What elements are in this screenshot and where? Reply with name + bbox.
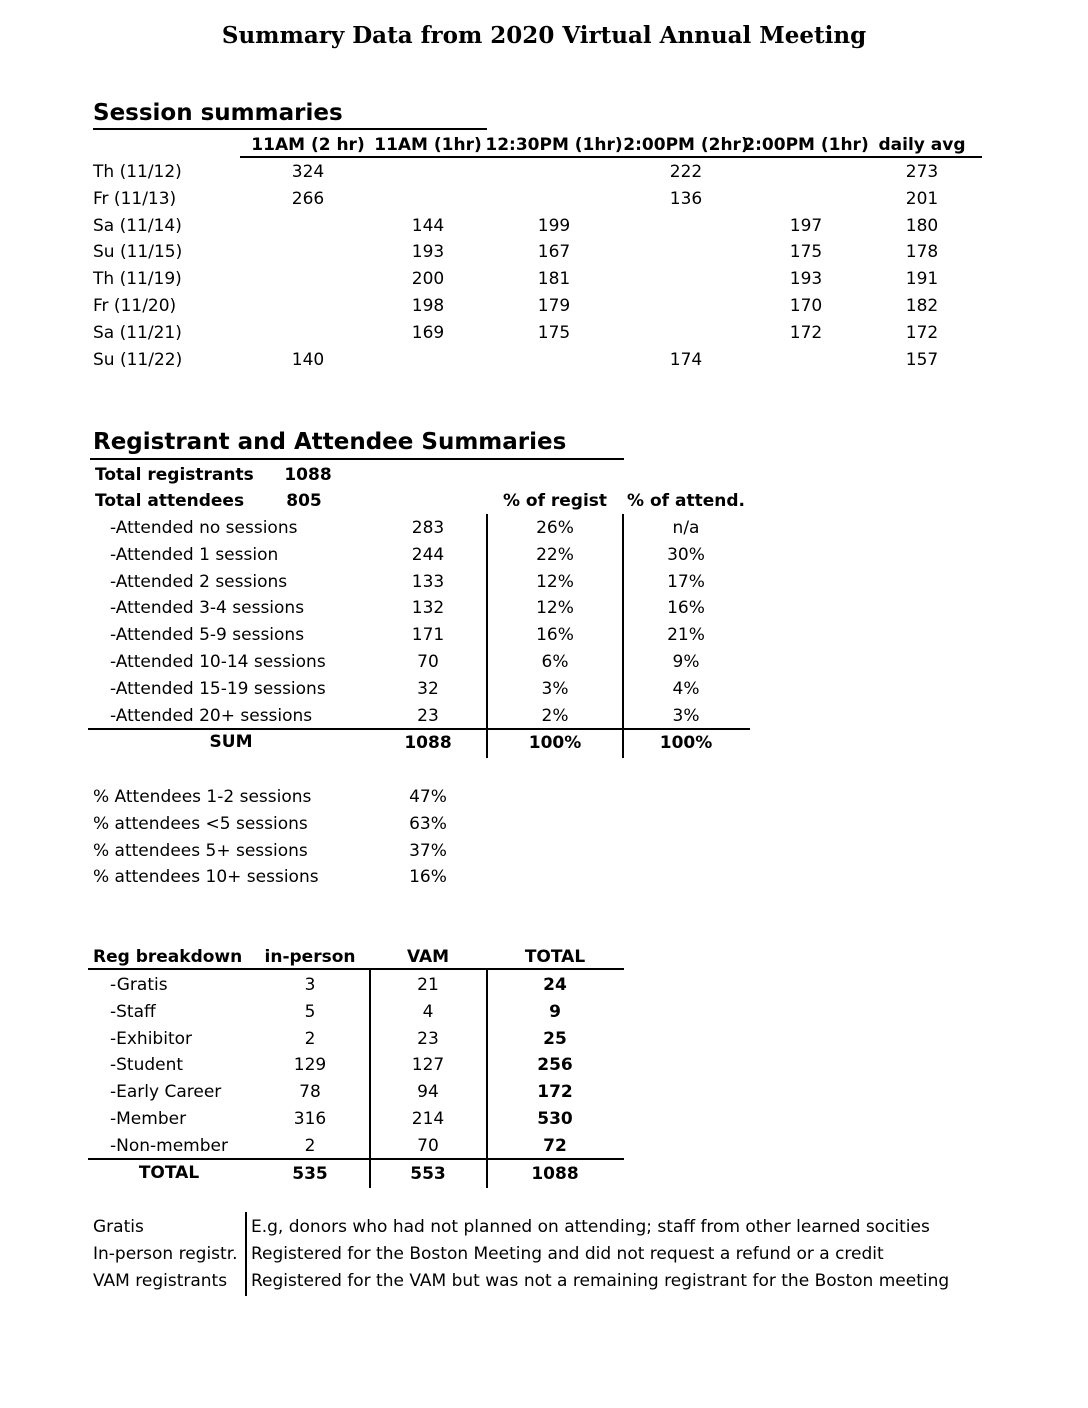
session-cell: 191 (905, 269, 939, 290)
attendance-row-label: -Attended 20+ sessions (110, 705, 313, 726)
attendance-count: 32 (417, 678, 439, 699)
reg-breakdown-total: 256 (537, 1055, 573, 1076)
sum-label: SUM (209, 732, 253, 752)
session-row-label: Su (11/22) (93, 349, 183, 370)
reg-breakdown-total-label: TOTAL (138, 1163, 200, 1183)
reg-breakdown-total-in-person: 535 (292, 1164, 328, 1184)
sum-pct-attend: 100% (659, 733, 713, 753)
session-cell: 193 (411, 242, 445, 263)
reg-breakdown-header: TOTAL (524, 947, 586, 967)
reg-breakdown-vam: 21 (417, 975, 439, 995)
session-cell: 198 (411, 296, 445, 316)
attendee-pct-label: % attendees <5 sessions (93, 813, 308, 834)
session-header-underline (240, 156, 982, 158)
reg-breakdown-in-person: 316 (293, 1109, 327, 1129)
attendance-pct-regist: 22% (536, 544, 574, 565)
session-cell: 175 (789, 242, 823, 263)
attendance-pct-attend: 4% (672, 678, 700, 699)
reg-breakdown-total: 172 (537, 1082, 573, 1103)
session-cell: 193 (789, 269, 823, 290)
session-row-label: Su (11/15) (93, 242, 183, 263)
definition-term: Gratis (93, 1217, 144, 1237)
reg-breakdown-divider-2 (486, 970, 488, 1188)
registrant-heading: Registrant and Attendee Summaries (93, 429, 567, 455)
session-cell: 140 (291, 349, 325, 370)
session-cell: 172 (789, 322, 823, 343)
reg-breakdown-total: 25 (543, 1028, 567, 1049)
attendee-pct-value: 37% (409, 840, 447, 861)
attendee-pct-label: % attendees 5+ sessions (93, 840, 308, 861)
session-cell: 178 (905, 242, 939, 263)
reg-breakdown-header: VAM (406, 947, 450, 967)
pct-attend-header: % of attend. (627, 491, 745, 511)
definition-term: In-person registr. (93, 1243, 238, 1264)
total-registrants-value: 1088 (284, 465, 332, 485)
definition-term: VAM registrants (93, 1270, 228, 1291)
session-column-header: 2:00PM (1hr) (743, 135, 869, 155)
reg-breakdown-row-label: -Exhibitor (110, 1028, 193, 1049)
reg-breakdown-in-person: 129 (293, 1055, 327, 1076)
session-cell: 324 (291, 162, 325, 182)
attendee-pct-label: % attendees 10+ sessions (93, 867, 319, 888)
reg-breakdown-total: 24 (543, 975, 567, 995)
reg-breakdown-row-label: -Staff (110, 1001, 156, 1022)
reg-breakdown-vam: 94 (417, 1082, 439, 1103)
session-heading: Session summaries (93, 100, 343, 126)
attendance-pct-attend: 17% (667, 571, 705, 592)
attendance-count: 244 (411, 544, 445, 565)
attendance-row-label: -Attended 1 session (110, 544, 279, 565)
session-cell: 167 (537, 242, 571, 263)
attendance-pct-attend: n/a (672, 518, 700, 538)
attendance-row-label: -Attended 2 sessions (110, 571, 288, 592)
registrant-divider-2 (622, 514, 624, 758)
session-cell: 197 (789, 215, 823, 236)
reg-breakdown-header: Reg breakdown (93, 947, 243, 967)
session-cell: 170 (789, 296, 823, 316)
reg-breakdown-total-vam: 553 (410, 1164, 446, 1184)
attendance-count: 23 (417, 705, 439, 726)
session-row-label: Sa (11/14) (93, 215, 182, 236)
reg-breakdown-row-label: -Early Career (110, 1082, 222, 1103)
attendee-pct-value: 47% (409, 787, 447, 807)
session-column-header: 11AM (2 hr) (251, 135, 365, 155)
reg-breakdown-vam: 127 (411, 1055, 445, 1076)
reg-breakdown-vam: 214 (411, 1109, 445, 1129)
definition-text: Registered for the Boston Meeting and did not request a refund or a credit (251, 1243, 884, 1264)
attendee-pct-label: % Attendees 1-2 sessions (93, 787, 312, 807)
definitions-divider (245, 1212, 247, 1296)
session-cell: 201 (905, 188, 939, 209)
session-cell: 136 (669, 188, 703, 209)
reg-breakdown-total-rule (88, 1158, 624, 1160)
attendance-row-label: -Attended 3-4 sessions (110, 598, 305, 619)
reg-breakdown-in-person: 3 (304, 975, 316, 995)
attendance-pct-attend: 3% (672, 705, 700, 726)
attendance-row-label: -Attended 10-14 sessions (110, 652, 326, 672)
page-title: Summary Data from 2020 Virtual Annual Meeting (221, 22, 867, 49)
session-cell: 179 (537, 296, 571, 316)
definition-text: E.g, donors who had not planned on attending; staff from other learned socities (251, 1217, 930, 1237)
reg-breakdown-vam: 70 (417, 1135, 439, 1156)
attendance-count: 70 (417, 652, 439, 672)
total-registrants-label: Total registrants (95, 465, 254, 485)
session-cell: 199 (537, 215, 571, 236)
attendance-pct-attend: 21% (667, 625, 705, 646)
reg-breakdown-header: in-person (264, 947, 356, 967)
attendance-pct-attend: 9% (672, 652, 700, 672)
attendance-pct-attend: 16% (667, 598, 705, 619)
attendance-count: 132 (411, 598, 445, 619)
definition-text: Registered for the VAM but was not a remaining registrant for the Boston meeting (251, 1270, 950, 1291)
attendance-row-label: -Attended no sessions (110, 518, 298, 538)
reg-breakdown-vam: 4 (422, 1001, 434, 1022)
reg-breakdown-in-person: 2 (304, 1135, 316, 1156)
session-row-label: Sa (11/21) (93, 322, 182, 343)
reg-breakdown-row-label: -Non-member (110, 1135, 228, 1156)
reg-breakdown-total: 72 (543, 1135, 567, 1156)
attendance-pct-regist: 12% (536, 571, 574, 592)
attendance-pct-regist: 2% (541, 705, 569, 726)
session-cell: 182 (905, 296, 939, 316)
session-heading-underline (93, 128, 487, 130)
session-column-header: 11AM (1hr) (374, 135, 482, 155)
reg-breakdown-total: 9 (549, 1001, 561, 1022)
session-column-header: 2:00PM (2hr) (623, 135, 749, 155)
reg-breakdown-row-label: -Gratis (110, 975, 168, 995)
attendance-row-label: -Attended 15-19 sessions (110, 678, 326, 699)
session-column-header: 12:30PM (1hr) (485, 135, 623, 155)
reg-breakdown-in-person: 5 (304, 1001, 316, 1022)
session-row-label: Fr (11/13) (93, 188, 177, 209)
attendance-row-label: -Attended 5-9 sessions (110, 625, 305, 646)
session-column-header: daily avg (878, 135, 966, 155)
reg-breakdown-total: 530 (537, 1109, 573, 1129)
session-cell: 222 (669, 162, 703, 182)
registrant-divider-1 (486, 514, 488, 758)
reg-breakdown-in-person: 78 (299, 1082, 321, 1103)
attendance-pct-regist: 12% (536, 598, 574, 619)
session-cell: 144 (411, 215, 445, 236)
pct-regist-header: % of regist (502, 491, 608, 511)
session-cell: 266 (291, 188, 325, 209)
total-attendees-label: Total attendees (95, 491, 245, 511)
reg-breakdown-header-underline (88, 968, 624, 970)
session-cell: 181 (537, 269, 571, 290)
sum-rule (88, 728, 750, 730)
session-row-label: Th (11/12) (93, 162, 182, 182)
attendance-count: 133 (411, 571, 445, 592)
reg-breakdown-row-label: -Student (110, 1055, 184, 1076)
session-row-label: Th (11/19) (93, 269, 182, 290)
session-cell: 200 (411, 269, 445, 290)
attendance-pct-regist: 16% (536, 625, 574, 646)
reg-breakdown-total-total: 1088 (531, 1164, 579, 1184)
attendance-count: 283 (411, 518, 445, 538)
attendance-pct-attend: 30% (667, 544, 705, 565)
total-attendees-value: 805 (286, 491, 322, 511)
session-row-label: Fr (11/20) (93, 296, 177, 316)
reg-breakdown-vam: 23 (417, 1028, 439, 1049)
attendance-pct-regist: 26% (536, 518, 574, 538)
session-cell: 273 (905, 162, 939, 182)
session-cell: 180 (905, 215, 939, 236)
attendance-pct-regist: 3% (541, 678, 569, 699)
session-cell: 157 (905, 349, 939, 370)
session-cell: 172 (905, 322, 939, 343)
reg-breakdown-divider-1 (369, 970, 371, 1188)
sum-count: 1088 (404, 733, 452, 753)
registrant-heading-underline (90, 458, 624, 460)
reg-breakdown-row-label: -Member (110, 1109, 187, 1129)
attendee-pct-value: 16% (409, 867, 447, 888)
reg-breakdown-in-person: 2 (304, 1028, 316, 1049)
attendance-count: 171 (411, 625, 445, 646)
session-cell: 169 (411, 322, 445, 343)
sum-pct-regist: 100% (528, 733, 582, 753)
session-cell: 175 (537, 322, 571, 343)
attendee-pct-value: 63% (409, 813, 447, 834)
attendance-pct-regist: 6% (541, 652, 569, 672)
session-cell: 174 (669, 349, 703, 370)
